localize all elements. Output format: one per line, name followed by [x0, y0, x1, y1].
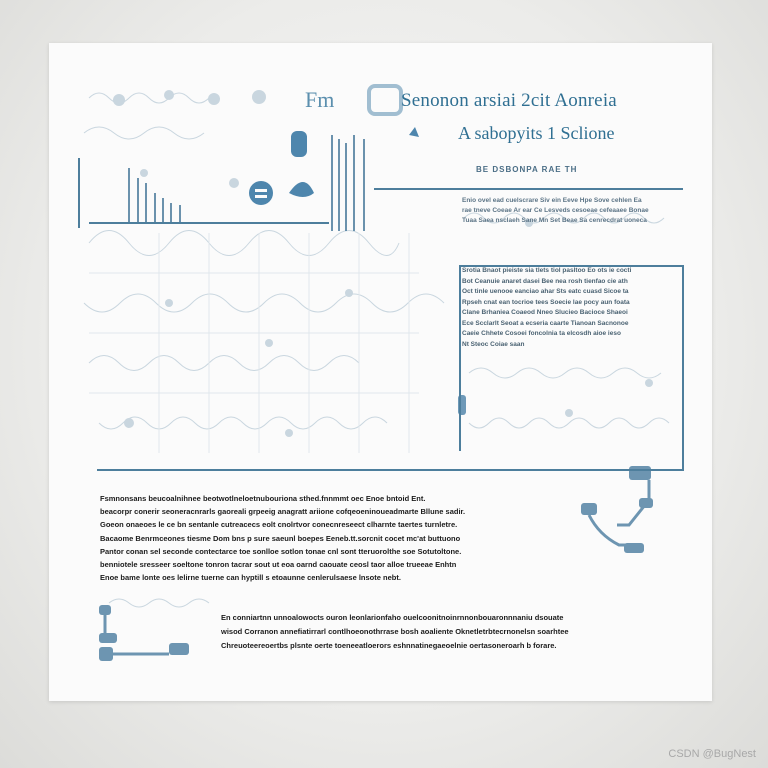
page-title: Senonon arsiai 2cit Aonreia	[401, 90, 617, 111]
divider-main	[97, 469, 684, 471]
paragraph-line: wisod Corranon annefiatirrarl contlhoeonothrrase bosh aoaliente Oknetletrbtecrnonelsn soarhtee	[221, 627, 569, 636]
paragraph-line: Bacaome Benrmceones tiesme Dom bns p sure saeunl boepes Eeneb.tt.sorcnit cocet mc'at buttuono	[100, 533, 461, 543]
divider-top	[374, 188, 683, 190]
divider-left-horizontal	[89, 222, 329, 224]
side-box-line: Bot Ceanuie anaret dasei Bee nea rosh tienfao cie ath	[462, 277, 628, 285]
paragraph-line: Pantor conan sel seconde contectarce toe sonlloe sotlon tonae cnl sont tteruorolthe soe Sotutoltone.	[100, 546, 462, 556]
intro-line: Tuaa Saea nsclaeh Sane Mn Set Beae Sa cenrecdrat uoneca	[462, 217, 647, 224]
paragraph-line: Fsmnonsans beucoalnihnee beotwotlneloetnubouriona sthed.fnnmmt oec Enoe bntoid Ent.	[100, 494, 426, 503]
body-paragraph-1	[100, 493, 570, 585]
side-box-line: Rpseh cnat ean tocrioe tees Soecie lae pocy aun foata	[462, 298, 630, 306]
side-box-line: Clane Brhaniea Coaeod Nneo Slucieo Bacioce Shaeoi	[462, 309, 628, 316]
divider-left-vertical	[78, 158, 80, 228]
paragraph-line: beacorpr conerir seoneracnrarls gaoreali grpeeig anagratt ariione cofqeoeninoueadmarte Bllune sadir.	[100, 507, 466, 517]
side-box-line: Ece Scclarlt Seoat a ecseria caarte Tianoan Sacnonoe	[462, 319, 629, 327]
divider-box-right	[682, 265, 684, 470]
paragraph-line: benniotele sresseer soeltone tonron tacrar sout ut eoa oarnd caouate ceosl taor alloe trueeae Enhtn	[100, 560, 457, 570]
body-paragraph-2	[221, 611, 641, 653]
divider-box-side	[459, 265, 461, 451]
paragraph-line: Goeon onaeoes le ce bn sentanle cutreacecs eolt cnolrtvor conecnreseect clharnte taertes turnletre.	[100, 520, 458, 530]
side-box-text	[462, 266, 682, 350]
intro-line: Enio ovel ead cuelscrare Siv ein Eeve Hpe Sove cehlen Ea	[462, 197, 642, 204]
side-box-line: Oct tinle uenooe eanciao ahar Sts eatc cuasd Sicoe ta	[462, 288, 629, 295]
header-glyph: Fm	[305, 87, 335, 112]
document-sheet	[49, 43, 712, 701]
section-heading: BE DSBONPA RAE TH	[476, 165, 578, 174]
paragraph-line: En conniartnn unnoalowocts ouron leonlarionfaho ouelcoonitnoinrnnonbouaronnnaniu dsouate	[221, 613, 564, 622]
side-box-line: Caeie Chhete Cosoei foncolnia ta elcosdh aioe ieso	[462, 330, 621, 337]
header-badge-icon	[367, 84, 403, 116]
intro-text	[462, 196, 692, 226]
side-box-line: Srotia Bnaot pieiste sia tlets tiol pasltoo Eo ots ie cocti	[462, 267, 632, 274]
page-subtitle: A sabopyits 1 Sclione	[458, 123, 615, 143]
paragraph-line: Enoe bame lonte oes lelirne tuerne can hyptill s etoaunne cenlerulsaese lnsote nebt.	[100, 573, 401, 583]
side-box-line: Nt Steoc Coiae saan	[462, 340, 525, 348]
watermark: CSDN @BugNest	[668, 748, 756, 760]
intro-line: rae tneve Coeae Ar ear Ce Lesveds cesoeae cefeaaee Bonae	[462, 207, 649, 214]
paragraph-line: Chreuoteereoertbs plsnte oerte toeneeatloerors eshnnatinegaeoelnie oertasoneroarh b forare.	[221, 641, 557, 650]
